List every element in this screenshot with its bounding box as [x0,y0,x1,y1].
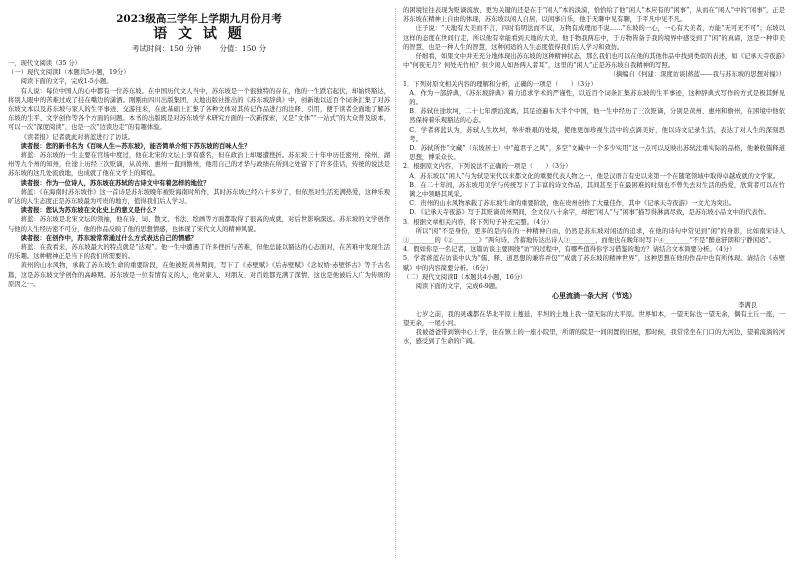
story-title: 心里流淌一条大河（节选） [552,291,636,301]
story-author: 李满良 [738,301,757,309]
exam-subtitle: 语 文 试 题 [153,26,245,42]
article-paragraph: 庄子说：“天地有大美而不言，四时有明法而不议，万物有成理而不说……”东坡的一心，一心有大美者，方能“无可无不可”；东坡以这样的态度在世间行走，所以他有幸能看到天地的大美，他于物我两忘中，于万物皆备于我的境界中感受到了“闲”的真谛，这是一种审美的智慧，也是一种人生的智慧，这种闲适的人生态度值得我们后人学习和效仿。 [403,25,785,51]
article-paragraph: 黄州的山水风物，承载了苏东坡生命的重要阶段，在他被贬黄州期间，写下了《赤壁赋》《后赤壁赋》《念奴娇·赤壁怀古》等千古名篇，这是苏东坡文学创作的高峰期。苏东坡是一位有情有义的人，他对家人、对朋友、对百姓都充满了深情，这也是他被后人广为传颂的原因之一。 [8,262,390,288]
exam-score: 分值：150 分 [219,44,267,53]
section-2-heading: （二）现代文阅读Ⅱ（本题共4小题，16分） [403,273,527,281]
question-3: 3．根据文章相关内容，将下列句子补充完整。（4分） [403,218,553,226]
interview-question: 读者报：您认为苏东坡在文化史上的意义是什么？ [20,207,160,215]
question-1: 1．下列对原文相关内容的理解和分析，正确的一项是（ ）（3分） [403,80,597,88]
question-1-option-b: B．苏轼仕途坎坷，二十七年漂泊流离，其足迹遍布大半个中国，他一生中经历了三次贬谪，分别是黄州、惠州和儋州，在困境中他依然保持着乐观豁达的心态。 [409,108,785,125]
interview-answer: 蒋蓝：在我看来，苏东坡最大的特点就是“达观”。他一生中遭遇了许多挫折与苦难，但他总能以豁达的心态面对，在苦难中发现生活的乐趣。这种精神正是当下的我们所需要的。 [8,244,390,261]
interview-question: 读者报：在创作中，苏东坡常常通过什么方式表达自己的情感？ [20,234,197,242]
question-5: 5．学者蒋蓝在访谈中认为“儒、释、道思想的兼容并包”“成就了苏东坡的精神世界”，这种思想在他的作品中也有所体现。请结合《赤壁赋》中的内容简要分析。（6分） [403,255,785,272]
exam-time: 考试时间：150 分钟 [131,44,202,53]
question-1-option-a: A．作为一部辞典，《苏东坡辞典》着力追求学术的严谨性，以近百个词条汇集苏东坡的生平事迹，这种辞典式写作的方式是极其鲜见的。 [409,89,785,107]
question-2-option-d: D．《记承天寺夜游》写于其贬谪黄州期间，全文仅八十余字，却把“闲人”与“闲事”描写得淋漓尽致，是苏东坡小品文中的代表作。 [409,209,771,217]
article-paragraph: 有人说：每位中国人的心中都有一位苏东坡。在中国历代文人当中，苏东坡是一个很独特的存在，他的一生跌宕起伏，却始终豁达，将别人眼中的苦难过成了挂在嘴边的潇洒。刚刚由四川出版集团、天地出版社推出的《苏东坡辞典》中，创新地以近百个词条汇集了对苏东坡文本以及苏东坡与家人的生平事迹、交游往来，在此基础上汇集了各种文体对其传记作品进行的注释、引用，便于读者全面地了解苏东坡的生平、文学创作等各个方面的问题。本书的出版既是对苏东坡学术研究方面的一次新探索，又是“文体”“一站式”的大众普及版本，可以一次“深度阅读”，也是一次“边读边走”的有趣体验。 [8,87,390,132]
question-2-option-c: C．贵州的山水风物承载了苏东坡生命的重要阶段，他在贵州创作了大量佳作，其中《记承天寺夜游》一文尤为突出。 [409,200,736,208]
article-paragraph: 《读者报》记者就此对蒋蓝进行了访谈。 [20,133,134,141]
reading-instruction-2: 阅读下面的文字，完成6-9题。 [415,283,502,291]
right-column [403,6,785,562]
question-2-option-a: A．苏东坡以“闲人”与为轼是宋代以来都文化的重要代表人物之一，他是汉语言有史以来第一个在随笔领域中取得卓越成就的文学家。 [409,172,780,180]
reading-instruction: 阅读下面的文字，完成1-5小题。 [20,78,113,86]
article-paragraph: 仔细看，如果文中并无充分地体现出苏东坡的这种精神状态，那么我们也可以在他的其他作品中找到类似的表述，如《记承天寺夜游》中“何夜无月？何处无竹柏？但少闲人如吾两人者耳”，这里的“闲人”正是苏东坡自我精神的写照。 [403,53,785,70]
question-3-text: 所以“闲”不是身份，更多的是内在的一种精神自由，仍然是苏东坡对闲适的追求，在他的诗句中常见到“闲”的身影，比如南宋诗人①________的《②________》“两句诗，含蓄地传达出诗人③________，而他也在晚年时写下④________“不是“醉意舒朗和宁静闲适”。 [403,227,785,245]
story-paragraph: 七岁之前，我的灵魂都在华北平原上蔓延，平坦的土地上我一望无际的大平原。世界如本，一望无际也一望无余，偶有土丘一座，一望无余，一尾小河。 [403,310,785,327]
subsection-heading: （一）现代文阅读Ⅰ（本题共5小题，19分） [8,69,130,77]
interview-answer: 蒋蓝：苏东坡是北宋文坛的领袖，他在诗、词、散文、书法、绘画等方面都取得了很高的成就，对后世影响深远。苏东坡的文学创作与他的人生经历密不可分，他的作品反映了他的思想情感，也体现了宋代文人的精神风貌。 [8,216,390,233]
interview-question: 读者报：您的新书名为《百味人生—苏东坡》，能否简单介绍下苏东坡的百味人生？ [20,142,251,150]
question-2: 2．根据原文内容，下列说法不正确的一项是（ ）（3分） [403,163,572,171]
question-1-option-c: C．学者蒋蓝认为，苏轼人生坎坷，举步维艰的处境，使他更加珍视生活中的点滴美好，他以诗文记录生活，表达了对人生的深刻思考。 [409,126,785,143]
question-1-option-d: D．苏轼所作“文藏”（东坡居士）中“蕴君子之风”，多空“文藏中一个多少实用”这一点可以反映出苏轼注重实际的品格，他兼收儒释道思想，博采众长。 [409,145,785,162]
question-2-option-b: B．在二十年间，苏东坡用美学与传统写下了丰富的诗文作品，其间甚至于在最困难的时刻也不曾失去对生活的热爱，欣赏者可以在竹篱之中领略其风采。 [409,181,785,199]
exam-title: 2023级高三学年上学期九月份月考 [116,13,282,25]
column-divider [395,8,396,558]
article-paragraph: 的困境往往表现为贬谪流放，更为关键的还是在于“闲人”本的淡漠，恰恰给了他“闲人”本应有的“闲事”，从而在“闲人”中的“闲事”，正是苏东坡在精神上自由的体现，苏东坡以闲人自居，以闲事自乐，他于无聊中见有聊，于平凡中见不凡。 [403,7,785,24]
story-paragraph: 我被爸爸带到镇中心上学，住在镇上的一座小院里，所谓的院是一间闲置的旧屋，那时候，我常常坐在门口的大河边，望着流淌的河水，感受到了生命的广阔。 [403,329,785,346]
interview-answer: 蒋蓝：苏东坡的一生主要在官场中度过，他在北宋的文坛上享有盛名，但在政治上却屡遭挫折。苏东坡三十年中历任密州、徐州、湖州等九个州的知州，仕途上历经三次贬谪，从黄州、惠州一直到儋州，他用自己的才华与政绩在所到之处留下了许多佳话，传统的说法是苏东坡的这几处流放地，也成就了他在文学上的辉煌。 [8,152,390,178]
section-heading: 一、现代文阅读（35 分） [8,60,81,67]
article-source: （摘编自《何建：深度访谈|蒋蓝——我与苏东坡的思想对撞》） [609,71,785,79]
left-column [8,6,390,562]
question-4: 4．假如你是一名记者，这篇访谈主要围绕“访”的过程中，有哪些值得你学习借鉴的地方？请结合文本简要分析。（4分） [403,246,736,254]
interview-answer: 蒋蓝：《在海南时苏东坡作》这一首诗是苏东坡晚年被贬海南时所作，其时苏东坡已经六十多岁了，但依然对生活充满热爱，这种乐观旷达的人生态度正是苏东坡最为可贵的地方，值得我们后人学习。 [8,188,390,206]
interview-question: 读者报：作为一位诗人，苏东坡在苏轼的古诗文中有着怎样的地位？ [20,179,210,187]
exam-info [8,43,390,55]
